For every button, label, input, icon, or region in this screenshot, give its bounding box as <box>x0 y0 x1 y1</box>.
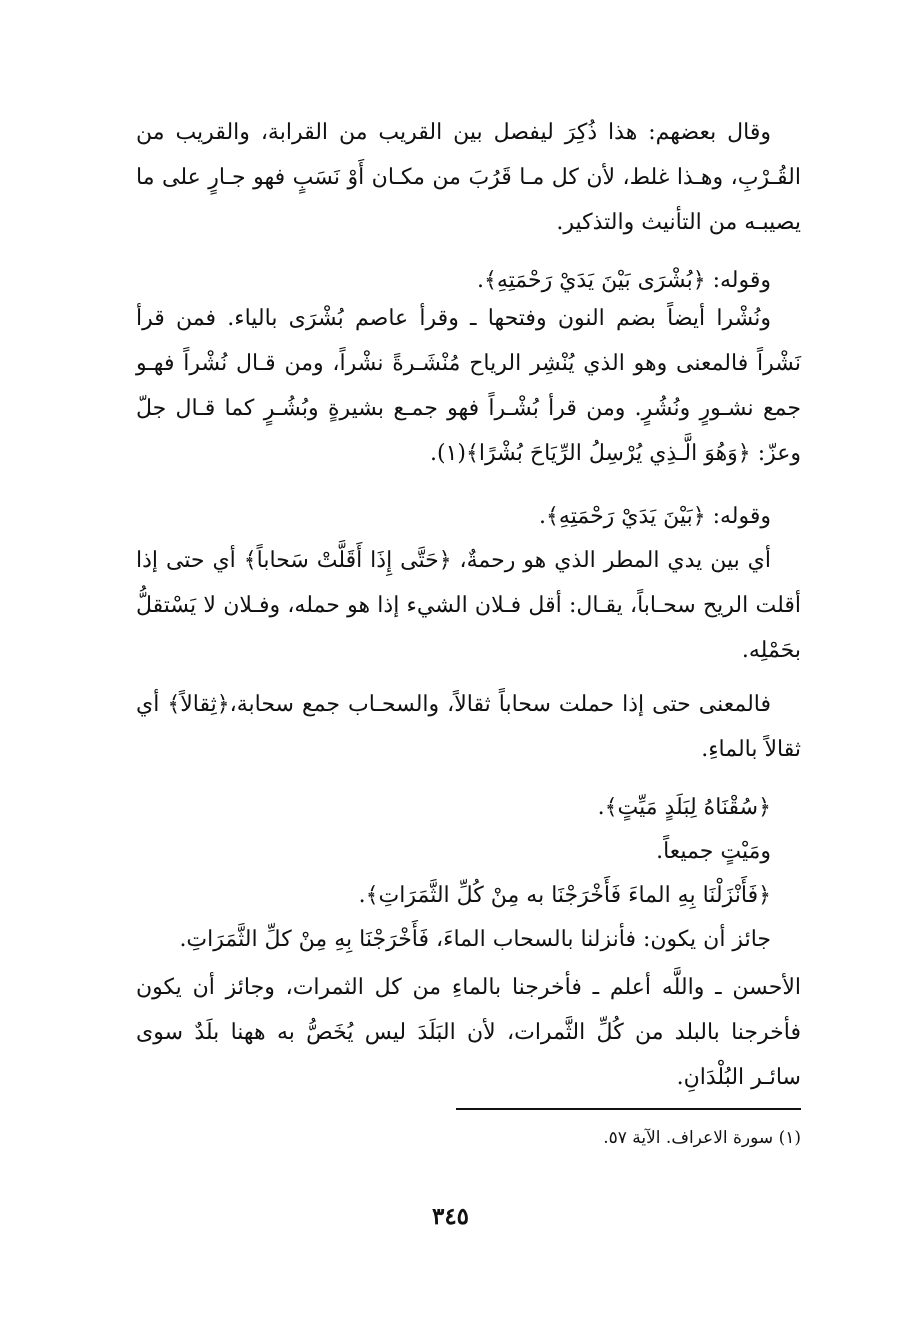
paragraph-1: وقال بعضهم: هذا ذُكِرَ ليفصل بين القريب من القرابة، والقريب من القُـرْبِ، وهـذا غلط، لأن كل مـا قَرُبَ من مكـان أَوْ نَسَبٍ فهو جـارٍ على ما يصيبـه من التأنيث والتذكير. <box>136 120 801 235</box>
paragraph-6: فالمعنى حتى إذا حملت سحاباً ثقالاً، والسحـاب جمع سحابة،﴿ثِقالاً﴾ أي ثقالاً بالماءِ. <box>136 692 801 762</box>
footnote-divider <box>456 1108 801 1110</box>
paragraph-4: وقوله: ﴿بَيْنَ يَدَيْ رَحْمَتِهِ﴾. <box>539 504 771 529</box>
paragraph-11: الأحسن ـ واللَّه أعلم ـ فأخرجنا بالماءِ من كل الثمرات، وجائز أن يكون فأخرجنا بالبلد من كُلِّ الثَّمرات، لأن البَلَدَ ليس يُخَصُّ به ههنا بلَدٌ سوى سائـر البُلْدَانِ. <box>136 975 801 1090</box>
paragraph-9: ﴿فَأَنْزَلْنَا بِهِ الماءَ فَأَخْرَجْنَا به مِنْ كُلِّ الثَّمَرَاتِ﴾. <box>358 883 771 908</box>
page-number: ٣٤٥ <box>431 1203 470 1230</box>
footnote: (١) سورة الاعراف. الآية ٥٧. <box>603 1128 801 1148</box>
paragraph-5: أي بين يدي المطر الذي هو رحمةٌ، ﴿حَتَّى إِذَا أَقَلَّتْ سَحاباً﴾ أي حتى إذا أقلت الريح سحـاباً، يقـال: أقل فـلان الشيء إذا هو حمله، وفـلان لا يَسْتقلُّ بحَمْلِه. <box>136 548 801 663</box>
paragraph-2: وقوله: ﴿بُشْرَى بَيْنَ يَدَيْ رَحْمَتِهِ﴾. <box>476 268 771 293</box>
paragraph-3: ونُشْرا أيضاً بضم النون وفتحها ـ وقرأ عاصم بُشْرَى بالياء. فمن قرأ نَشْراً فالمعنى وهو الذي يُنْشِر الرياح مُنْشَـرةً نشْراً، ومن قـال نُشْراً فهـو جمع نشـورٍ ونُشُرٍ. ومن قرأ بُشْـراً فهو جمـع بشيرةٍ وبُشُـرٍ كما قـال جلّ وعزّ: ﴿وَهُوَ الَّـذِي يُرْسِلُ الرِّيَاحَ بُشْرًا﴾(١). <box>136 306 801 466</box>
paragraph-10: جائز أن يكون: فأنزلنا بالسحاب الماءَ، فَأَخْرَجْنَا بِهِ مِنْ كلِّ الثَّمَرَاتِ. <box>179 927 771 952</box>
paragraph-7: ﴿سُقْنَاهُ لِبَلَدٍ مَيِّتٍ﴾. <box>597 795 771 820</box>
paragraph-8: ومَيْتٍ جميعاً. <box>656 839 771 864</box>
